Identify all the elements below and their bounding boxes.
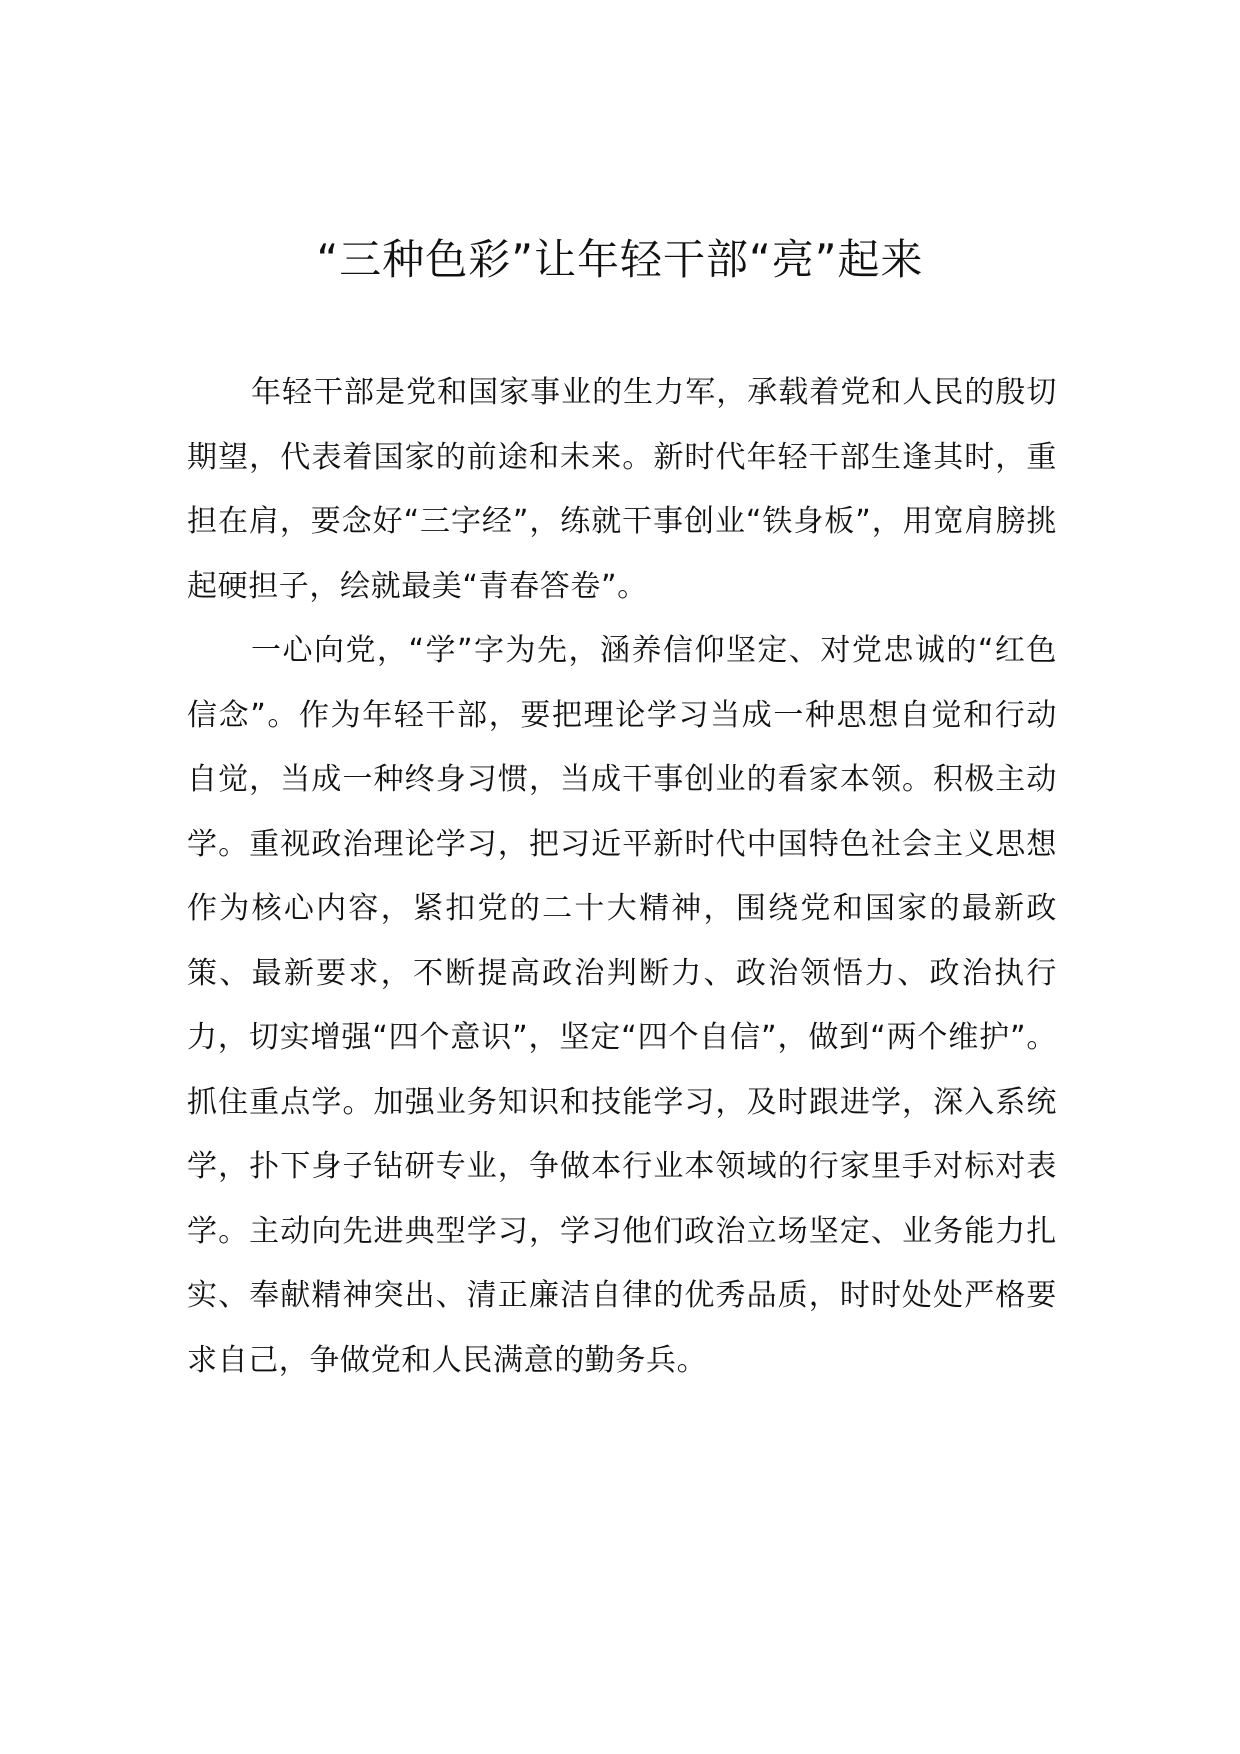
paragraph-intro: 年轻干部是党和国家事业的生力军，承载着党和人民的殷切期望，代表着国家的前途和未来。新时代年轻干部生逢其时，重担在肩，要念好“三字经”，练就干事创业“铁身板”，用宽肩膀挑起硬担子，绘就最美“青春答卷”。 (187, 375, 1057, 604)
document-title: “三种色彩”让年轻干部“亮”起来 (316, 235, 924, 284)
document-body (187, 361, 1057, 1393)
paragraph-study: 一心向党，“学”字为先，涵养信仰坚定、对党忠诚的“红色信念”。作为年轻干部，要把理论学习当成一种思想自觉和行动自觉，当成一种终身习惯，当成干事创业的看家本领。积极主动学。重视政治理论学习，把习近平新时代中国特色社会主义思想作为核心内容，紧扣党的二十大精神，围绕党和国家的最新政策、最新要求，不断提高政治判断力、政治领悟力、政治执行力，切实增强“四个意识”，坚定“四个自信”，做到“两个维护”。抓住重点学。加强业务知识和技能学习，及时跟进学，深入系统学，扑下身子钻研专业，争做本行业本领域的行家里手对标对表学。主动向先进典型学习，学习他们政治立场坚定、业务能力扎实、奉献精神突出、清正廉洁自律的优秀品质，时时处处严格要求自己，争做党和人民满意的勤务兵。 (187, 633, 1057, 1378)
